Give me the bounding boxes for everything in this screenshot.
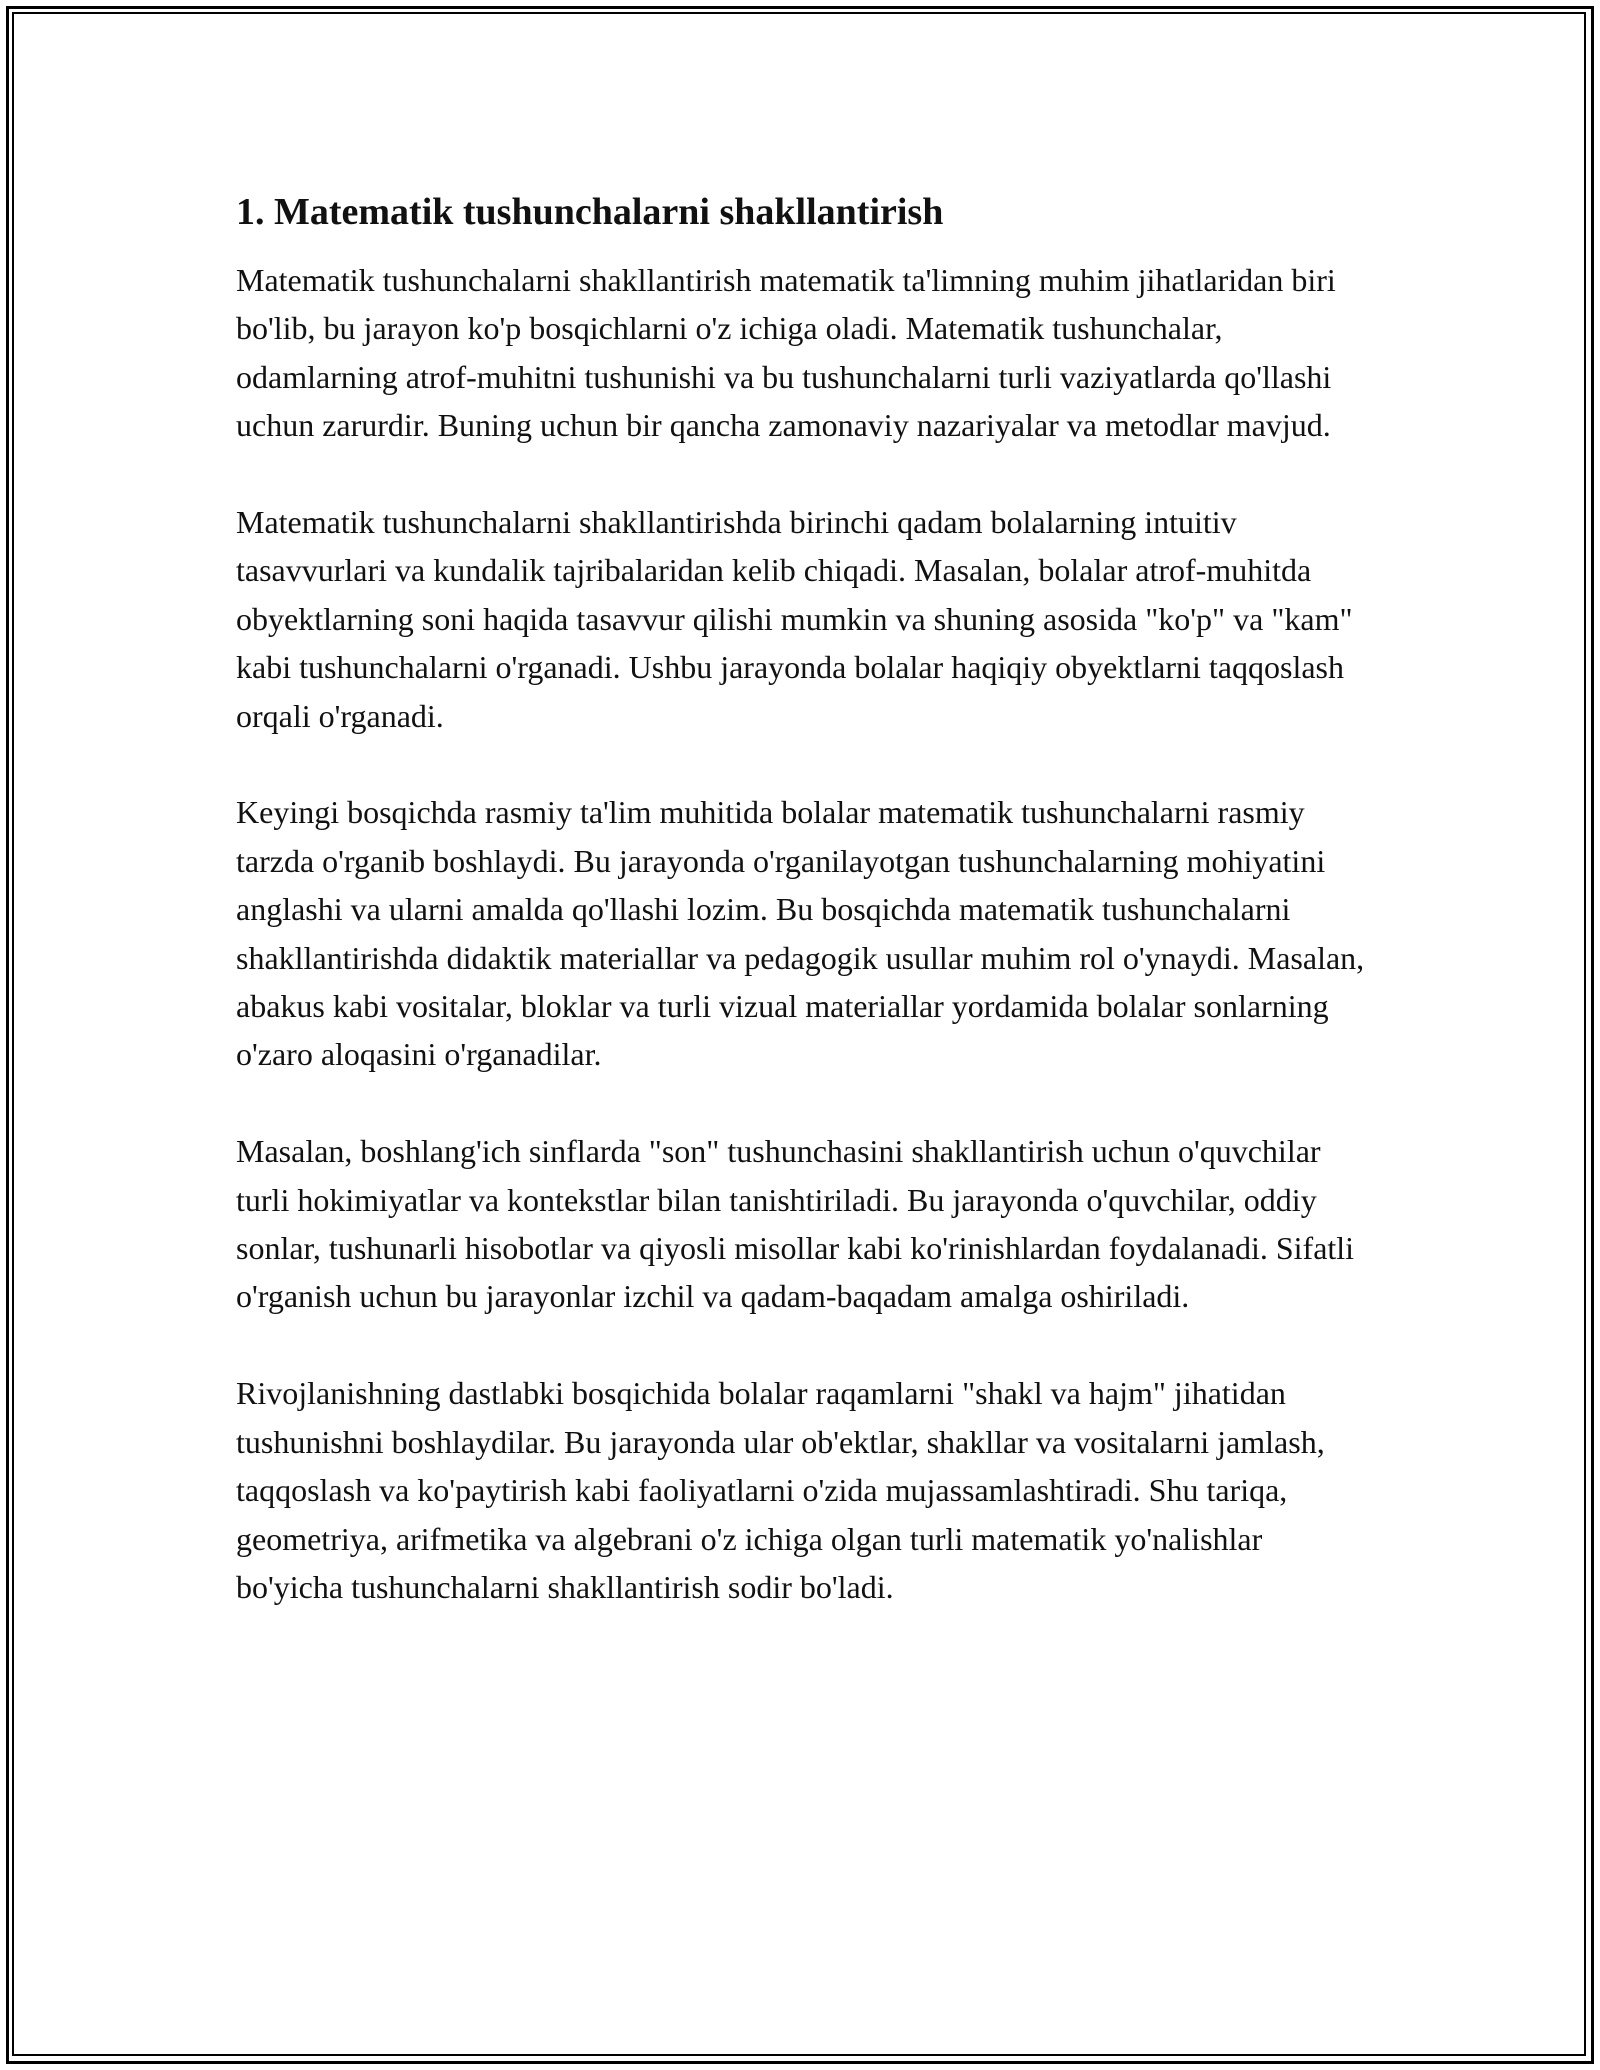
paragraph-5: Rivojlanishning dastlabki bosqichida bolalar raqamlarni "shakl va hajm" jihatidan tushunishni boshlaydilar. Bu jarayonda ular ob'ektlar, shakllar va vositalarni jamlash, taqqoslash va ko'paytirish kabi faoliyatlarni o'zida mujassamlashtiradi. Shu tariqa, geometriya, arifmetika va algebrani o'z ichiga olgan turli matematik yo'nalishlar bo'yicha tushunchalarni shakllantirish sodir bo'ladi. bbox=[236, 1375, 1325, 1605]
paragraph-1: Matematik tushunchalarni shakllantirish matematik ta'limning muhim jihatlaridan biri bo'lib, bu jarayon ko'p bosqichlarni o'z ichiga oladi. Matematik tushunchalar, odamlarning atrof-muhitni tushunishi va bu tushunchalarni turli vaziyatlarda qo'llashi uchun zarurdir. Buning uchun bir qancha zamonaviy nazariyalar va metodlar mavjud. bbox=[236, 262, 1336, 444]
paragraph-3: Keyingi bosqichda rasmiy ta'lim muhitida bolalar matematik tushunchalarni rasmiy tarzda o'rganib boshlaydi. Bu jarayonda o'rganilayotgan tushunchalarning mohiyatini anglashi va ularni amalda qo'llashi lozim. Bu bosqichda matematik tushunchalarni shakllantirishda didaktik materiallar va pedagogik usullar muhim rol o'ynaydi. Masalan, abakus kabi vositalar, bloklar va turli vizual materiallar yordamida bolalar sonlarning o'zaro aloqasini o'rganadilar. bbox=[236, 794, 1365, 1073]
paragraph-2: Matematik tushunchalarni shakllantirishda birinchi qadam bolalarning intuitiv tasavvurlari va kundalik tajribalaridan kelib chiqadi. Masalan, bolalar atrof-muhitda obyektlarning soni haqida tasavvur qilishi mumkin va shuning asosida "ko'p" va "kam" kabi tushunchalarni o'rganadi. Ushbu jarayonda bolalar haqiqiy obyektlarni taqqoslash orqali o'rganadi. bbox=[236, 504, 1353, 734]
section-heading: 1. Matematik tushunchalarni shakllantirish bbox=[236, 191, 944, 233]
paragraph-4: Masalan, boshlang'ich sinflarda "son" tushunchasini shakllantirish uchun o'quvchilar turli hokimiyatlar va kontekstlar bilan tanishtiriladi. Bu jarayonda o'quvchilar, oddiy sonlar, tushunarli hisobotlar va qiyosli misollar kabi ko'rinishlardan foydalanadi. Sifatli o'rganish uchun bu jarayonlar izchil va qadam-baqadam amalga oshiriladi. bbox=[236, 1133, 1355, 1315]
document-body bbox=[236, 186, 1366, 1660]
